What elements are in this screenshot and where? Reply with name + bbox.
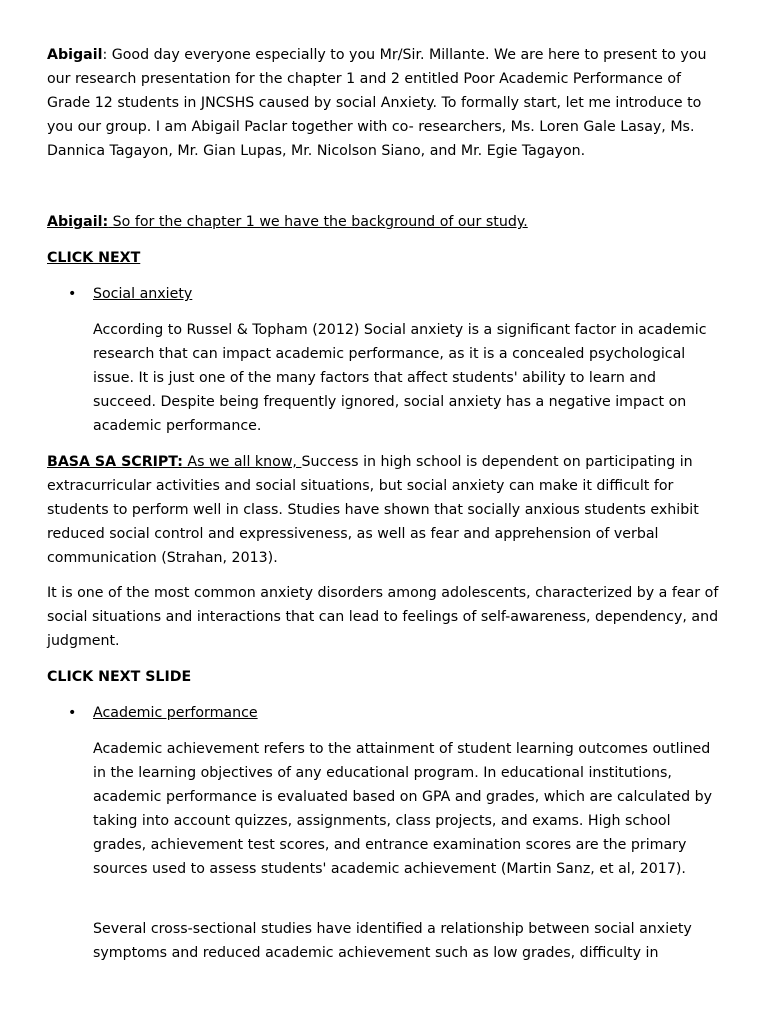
click-next-slide-cue: CLICK NEXT SLIDE (47, 669, 192, 685)
bullet-label: Academic performance (93, 705, 258, 721)
script-label: BASA SA SCRIPT: (47, 454, 183, 470)
bullet-academic-performance (68, 701, 258, 725)
chapter-intro-text: So for the chapter 1 we have the background of our study. (108, 214, 528, 230)
script-text: Success in high school is dependent on participating in extracurricular activities and social situations, but social anxiety can make it difficult for students to perform well in class. Studies have shown that socially anxious students exhibit reduced social control and expressiveness, as well as fear and apprehension of verbal communication (Strahan, 2013). (47, 454, 699, 566)
bullet-social-anxiety (68, 282, 192, 306)
bullet-marker: • (68, 705, 77, 721)
speaker-name: Abigail (47, 47, 103, 63)
chapter-intro-line (47, 214, 528, 230)
bullet-label: Social anxiety (93, 286, 193, 302)
chapter-intro-paragraph (47, 210, 723, 234)
cross-sectional-paragraph: Several cross-sectional studies have identified a relationship between social anxiety symptoms and reduced academic achievement such as low grades, difficulty in (93, 921, 692, 961)
anxiety-disorder-paragraph: It is one of the most common anxiety disorders among adolescents, characterized by a fear of social situations and interactions that can lead to feelings of self-awareness, dependency, and judgment. (47, 585, 719, 649)
script-underlined-text: As we all know, (182, 454, 302, 470)
intro-text: : Good day everyone especially to you Mr/Sir. Millante. We are here to present to you our research presentation for the chapter 1 and 2 entitled Poor Academic Performance of Grade 12 students in JNCSHS caused by social Anxiety. To formally start, let me introduce to you our group. I am Abigail Paclar together with co- researchers, Ms. Loren Gale Lasay, Ms. Dannica Tagayon, Mr. Gian Lupas, Mr. Nicolson Siano, and Mr. Egie Tagayon. (47, 47, 707, 159)
intro-paragraph (47, 43, 723, 163)
speaker-name: Abigail: (47, 214, 109, 230)
script-paragraph (47, 450, 723, 570)
click-next-cue: CLICK NEXT (47, 250, 141, 266)
social-anxiety-paragraph: According to Russel & Topham (2012) Social anxiety is a significant factor in academic research that can impact academic performance, as it is a concealed psychological issue. It is just one of the many factors that affect students' ability to learn and succeed. Despite being frequently ignored, social anxiety has a negative impact on academic performance. (93, 322, 707, 434)
academic-achievement-paragraph: Academic achievement refers to the attainment of student learning outcomes outlined in the learning objectives of any educational program. In educational institutions, academic performance is evaluated based on GPA and grades, which are calculated by taking into account quizzes, assignments, class projects, and exams. High school grades, achievement test scores, and entrance examination scores are the primary sources used to assess students' academic achievement (Martin Sanz, et al, 2017). (93, 741, 713, 877)
bullet-marker: • (68, 286, 77, 302)
